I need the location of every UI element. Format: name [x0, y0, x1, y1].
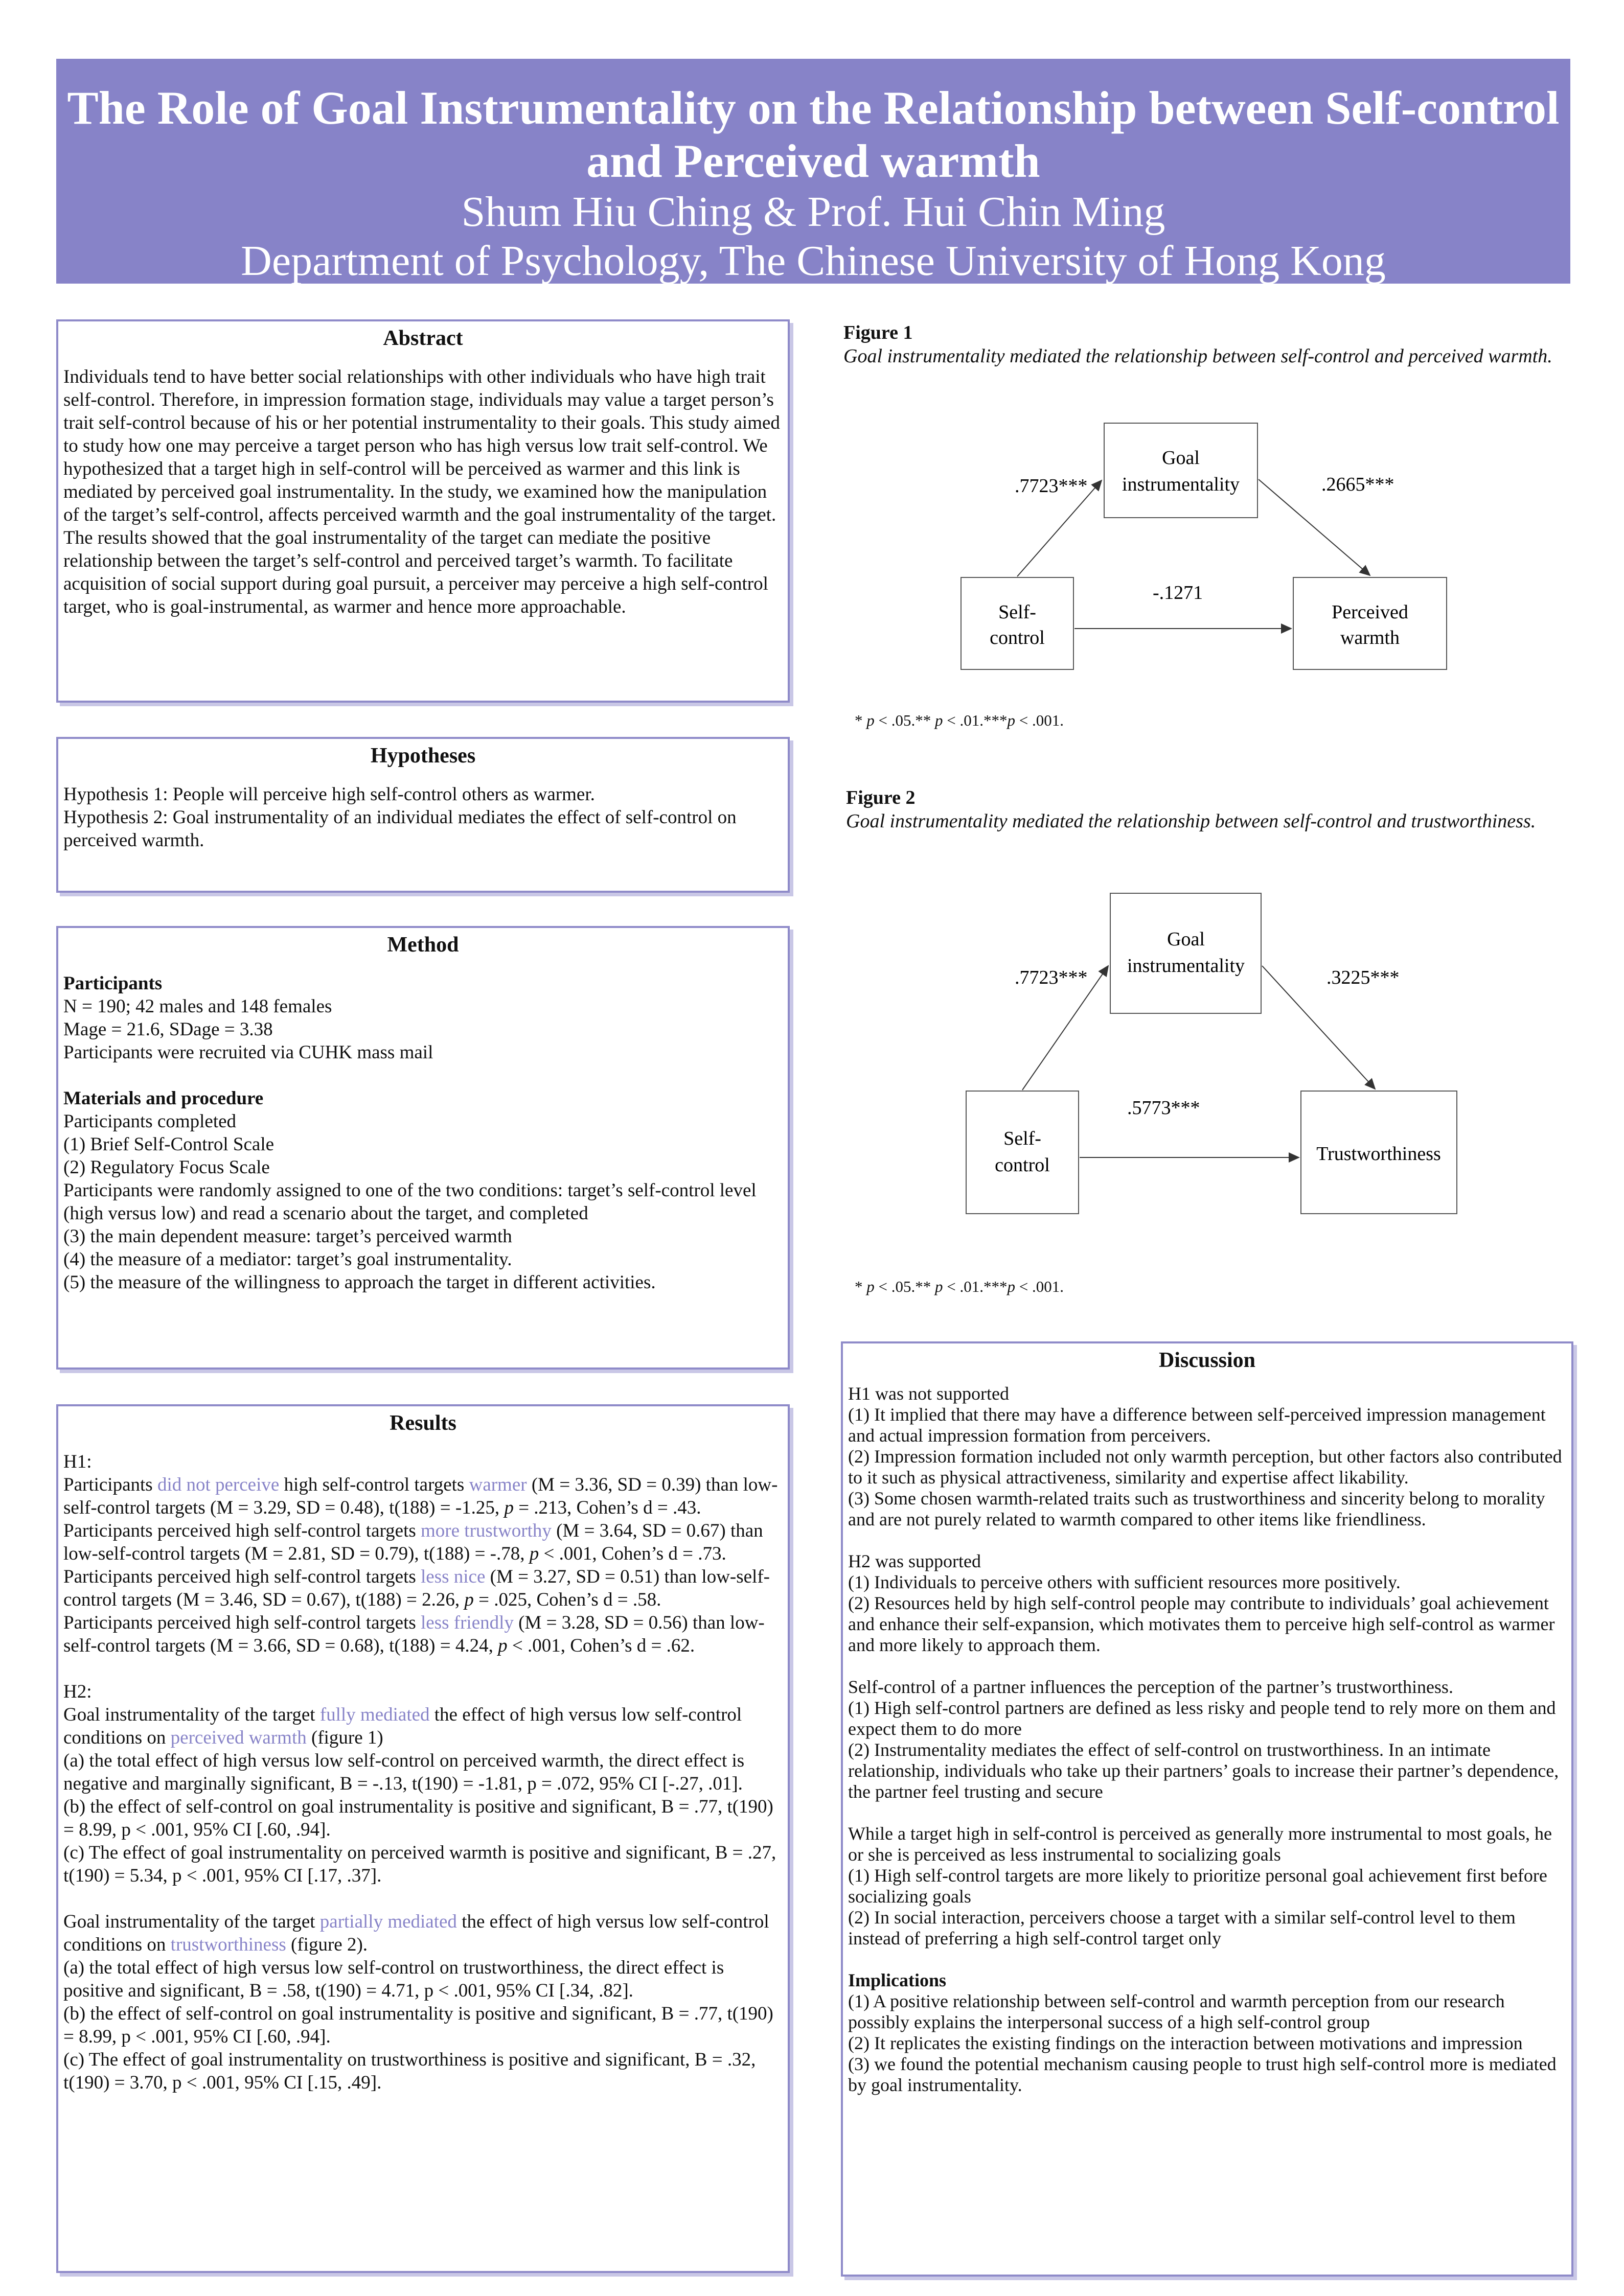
path-a-label: .7723*** [1015, 475, 1088, 497]
svg-text:control: control [995, 1154, 1050, 1176]
discussion-body [843, 1373, 1571, 2096]
method-box [56, 926, 790, 1370]
result-line: (c) The effect of goal instrumentality on trustworthiness is positive and significant, B = .32, t(190) = 3.70, p < .001, 95% CI [.15, .49]. [63, 2049, 756, 2093]
predictor-node [961, 577, 1073, 669]
svg-text:Self-: Self- [1003, 1128, 1041, 1149]
discussion-h1-head: H1 was not supported [848, 1383, 1009, 1404]
svg-text:Self-: Self- [998, 601, 1036, 623]
discussion-item: (2) In social interaction, perceivers choose a target with a similar self-control level to them instead of preferring a high self-control target only [848, 1907, 1516, 1949]
method-heading: Method [387, 933, 459, 957]
discussion-trust-head: Self-control of a partner influences the perception of the partner’s trustworthiness. [848, 1677, 1453, 1697]
result-line: (b) the effect of self-control on goal instrumentality is positive and significant, B = .77, t(190) = 8.99, p < .001, 95% CI [.60, .94]. [63, 1796, 773, 1840]
figure-2-caption-text: Goal instrumentality mediated the relationship between self-control and trustworthiness. [846, 810, 1536, 832]
discussion-item: (2) Resources held by high self-control people may contribute to individuals’ goal achievement and enhance their self-expansion, which motivates them to perceive high self-control as warmer and more likely to approach them. [848, 1593, 1555, 1655]
svg-text:warmth: warmth [1340, 627, 1400, 648]
result-mediation-trust: Goal instrumentality of the target partially mediated the effect of high versus low self-control conditions on trustworthiness (figure 2). [63, 1911, 769, 1955]
figure-1-caption-text: Goal instrumentality mediated the relationship between self-control and perceived warmth. [843, 345, 1552, 367]
participants-heading: Participants [63, 973, 163, 994]
materials-line: (3) the main dependent measure: target’s perceived warmth [63, 1226, 512, 1247]
discussion-item: (1) It implied that there may have a difference between self-perceived impression management and actual impression formation from perceivers. [848, 1404, 1546, 1446]
hypothesis-2: Hypothesis 2: Goal instrumentality of an individual mediates the effect of self-control on perceived warmth. [63, 807, 737, 851]
h1-label: H1: [63, 1451, 92, 1472]
discussion-item: (1) Individuals to perceive others with sufficient resources more positively. [848, 1572, 1401, 1592]
svg-text:instrumentality: instrumentality [1127, 955, 1245, 977]
discussion-h2-head: H2 was supported [848, 1551, 981, 1571]
svg-text:control: control [990, 627, 1045, 648]
materials-line: (2) Regulatory Focus Scale [63, 1157, 270, 1178]
h2-label: H2: [63, 1681, 92, 1702]
svg-text:Perceived: Perceived [1332, 601, 1408, 623]
svg-text:Trustworthiness: Trustworthiness [1316, 1143, 1441, 1165]
figure-2-label: Figure 2 [846, 787, 916, 808]
svg-text:Goal: Goal [1167, 929, 1205, 950]
method-body [58, 958, 788, 1294]
outcome-node [1293, 577, 1447, 669]
result-line: (c) The effect of goal instrumentality on perceived warmth is positive and significant, B = .27, t(190) = 5.34, p < .001, 95% CI [.17, .37]. [63, 1842, 776, 1886]
result-line: (a) the total effect of high versus low self-control on trustworthiness, the direct effect is positive and significant, B = .58, t(190) = 4.71, p < .001, 95% CI [.34, .82]. [63, 1957, 724, 2001]
figure-2-note: * p < .05.** p < .01.***p < .001. [855, 1278, 1064, 1295]
poster-title: The Role of Goal Instrumentality on the Relationship between Self-control and Perceived warmth [67, 82, 1560, 187]
result-trustworthy: Participants perceived high self-control targets more trustworthy (M = 3.64, SD = 0.67) than low-self-control targets (M = 2.81, SD = 0.79), t(188) = -.78, p < .001, Cohen’s d = .73. [63, 1520, 763, 1564]
abstract-text: Individuals tend to have better social relationships with other individuals who have high trait self-control. Therefore, in impression formation stage, individuals may value a target person’s trait self-control because of his or her potential instrumentality to their goals. This study aimed to study how one may perceive a target person who has high versus low trait self-control. We hypothesized that a target high in self-control will be perceived as warmer and this link is mediated by perceived goal instrumentality. In the study, we examined how the manipulation of the target’s self-control, affects perceived warmth and the goal instrumentality of the target. The results showed that the goal instrumentality of the target can mediate the positive relationship between the target’s self-control and perceived target’s warmth. To facilitate acquisition of social support during goal pursuit, a perceiver may perceive a high self-control target, who is goal-instrumental, as warmer and hence more approachable. [63, 366, 780, 617]
result-warmth: Participants did not perceive high self-control targets warmer (M = 3.36, SD = 0.39) than low-self-control targets (M = 3.29, SD = 0.48), t(188) = -1.25, p = .213, Cohen’s d = .43. [63, 1474, 778, 1518]
result-line: (b) the effect of self-control on goal instrumentality is positive and significant, B = .77, t(190) = 8.99, p < .001, 95% CI [.60, .94]. [63, 2003, 773, 2047]
participants-line: N = 190; 42 males and 148 females [63, 996, 332, 1017]
poster-authors: Shum Hiu Ching & Prof. Hui Chin Ming [461, 188, 1165, 236]
figure-1-diagram [946, 419, 1482, 685]
figure-2-caption [846, 786, 1582, 833]
materials-line: Participants were randomly assigned to one of the two conditions: target’s self-control level (high versus low) and read a scenario about the target, and completed [63, 1180, 757, 1224]
path-b-label: .2665*** [1321, 474, 1394, 495]
discussion-item: (3) we found the potential mechanism causing people to trust high self-control more is mediated by goal instrumentality. [848, 2054, 1557, 2095]
discussion-box [841, 1341, 1573, 2277]
result-mediation-warmth: Goal instrumentality of the target fully mediated the effect of high versus low self-control conditions on perceived warmth (figure 1) [63, 1704, 742, 1748]
discussion-social-head: While a target high in self-control is perceived as generally more instrumental to most goals, he or she is perceived as less instrumental to socializing goals [848, 1823, 1552, 1865]
poster-header [56, 59, 1570, 284]
path-c-label: .5773*** [1127, 1097, 1200, 1119]
hypotheses-box [56, 737, 790, 893]
discussion-item: (1) High self-control targets are more likely to prioritize personal goal achievement first before socializing goals [848, 1865, 1547, 1907]
figure-1-label: Figure 1 [843, 322, 913, 343]
discussion-item: (1) A positive relationship between self-control and warmth perception from our research possibly explains the interpersonal success of a high self-control group [848, 1991, 1505, 2032]
discussion-item: (2) Instrumentality mediates the effect of self-control on trustworthiness. In an intimate relationship, individuals who take up their partners’ goals to increase their partner’s dependence, the partner feel trusting and secure [848, 1740, 1559, 1802]
abstract-heading: Abstract [383, 327, 463, 350]
outcome-node [1301, 1091, 1457, 1214]
discussion-item: (2) Impression formation included not only warmth perception, but other factors also contributed to it such as physical attractiveness, similarity and expertise affect likability. [848, 1446, 1562, 1488]
path-c-label: -.1271 [1153, 582, 1203, 604]
hypotheses-heading: Hypotheses [370, 744, 476, 768]
figure-1-caption [843, 321, 1580, 368]
poster-department: Department of Psychology, The Chinese University of Hong Kong [241, 237, 1386, 285]
svg-text:instrumentality: instrumentality [1122, 474, 1240, 495]
predictor-node [966, 1091, 1079, 1214]
discussion-item: (1) High self-control partners are defined as less risky and people tend to rely more on them and expect them to do more [848, 1698, 1556, 1739]
participants-line: Mage = 21.6, SDage = 3.38 [63, 1019, 273, 1040]
figure-2-diagram [946, 889, 1482, 1226]
abstract-body [58, 351, 788, 618]
materials-heading: Materials and procedure [63, 1088, 264, 1109]
discussion-item: (2) It replicates the existing findings on the interaction between motivations and impression [848, 2033, 1523, 2053]
materials-line: (1) Brief Self-Control Scale [63, 1134, 275, 1155]
results-heading: Results [390, 1411, 456, 1435]
svg-text:Goal: Goal [1162, 447, 1200, 469]
discussion-item: (3) Some chosen warmth-related traits such as trustworthiness and sincerity belong to morality and are not purely related to warmth compared to other items like friendliness. [848, 1488, 1545, 1529]
materials-line: Participants completed [63, 1111, 237, 1132]
hypothesis-1: Hypothesis 1: People will perceive high self-control others as warmer. [63, 784, 595, 805]
materials-line: (4) the measure of a mediator: target’s goal instrumentality. [63, 1249, 512, 1270]
implications-heading: Implications [848, 1970, 947, 1990]
result-line: (a) the total effect of high versus low self-control on perceived warmth, the direct effect is negative and marginally significant, B = -.13, t(190) = -1.81, p = .072, 95% CI [-.27, .01]. [63, 1750, 745, 1794]
path-a-label: .7723*** [1015, 967, 1088, 988]
figure-1-note: * p < .05.** p < .01.***p < .001. [855, 711, 1064, 729]
hypotheses-body [58, 769, 788, 852]
discussion-heading: Discussion [1158, 1349, 1256, 1372]
results-box [56, 1404, 790, 2273]
mediator-node [1110, 893, 1261, 1013]
abstract-box [56, 319, 790, 703]
result-friendly: Participants perceived high self-control targets less friendly (M = 3.28, SD = 0.56) than low-self-control targets (M = 3.66, SD = 0.68), t(188) = 4.24, p < .001, Cohen’s d = .62. [63, 1612, 765, 1656]
materials-line: (5) the measure of the willingness to approach the target in different activities. [63, 1272, 656, 1293]
results-body [58, 1436, 788, 2094]
participants-line: Participants were recruited via CUHK mass mail [63, 1042, 433, 1063]
mediator-node [1104, 423, 1257, 518]
path-b-label: .3225*** [1326, 967, 1400, 988]
result-nice: Participants perceived high self-control targets less nice (M = 3.27, SD = 0.51) than low-self-control targets (M = 3.46, SD = 0.67), t(188) = 2.26, p = .025, Cohen’s d = .58. [63, 1566, 770, 1610]
